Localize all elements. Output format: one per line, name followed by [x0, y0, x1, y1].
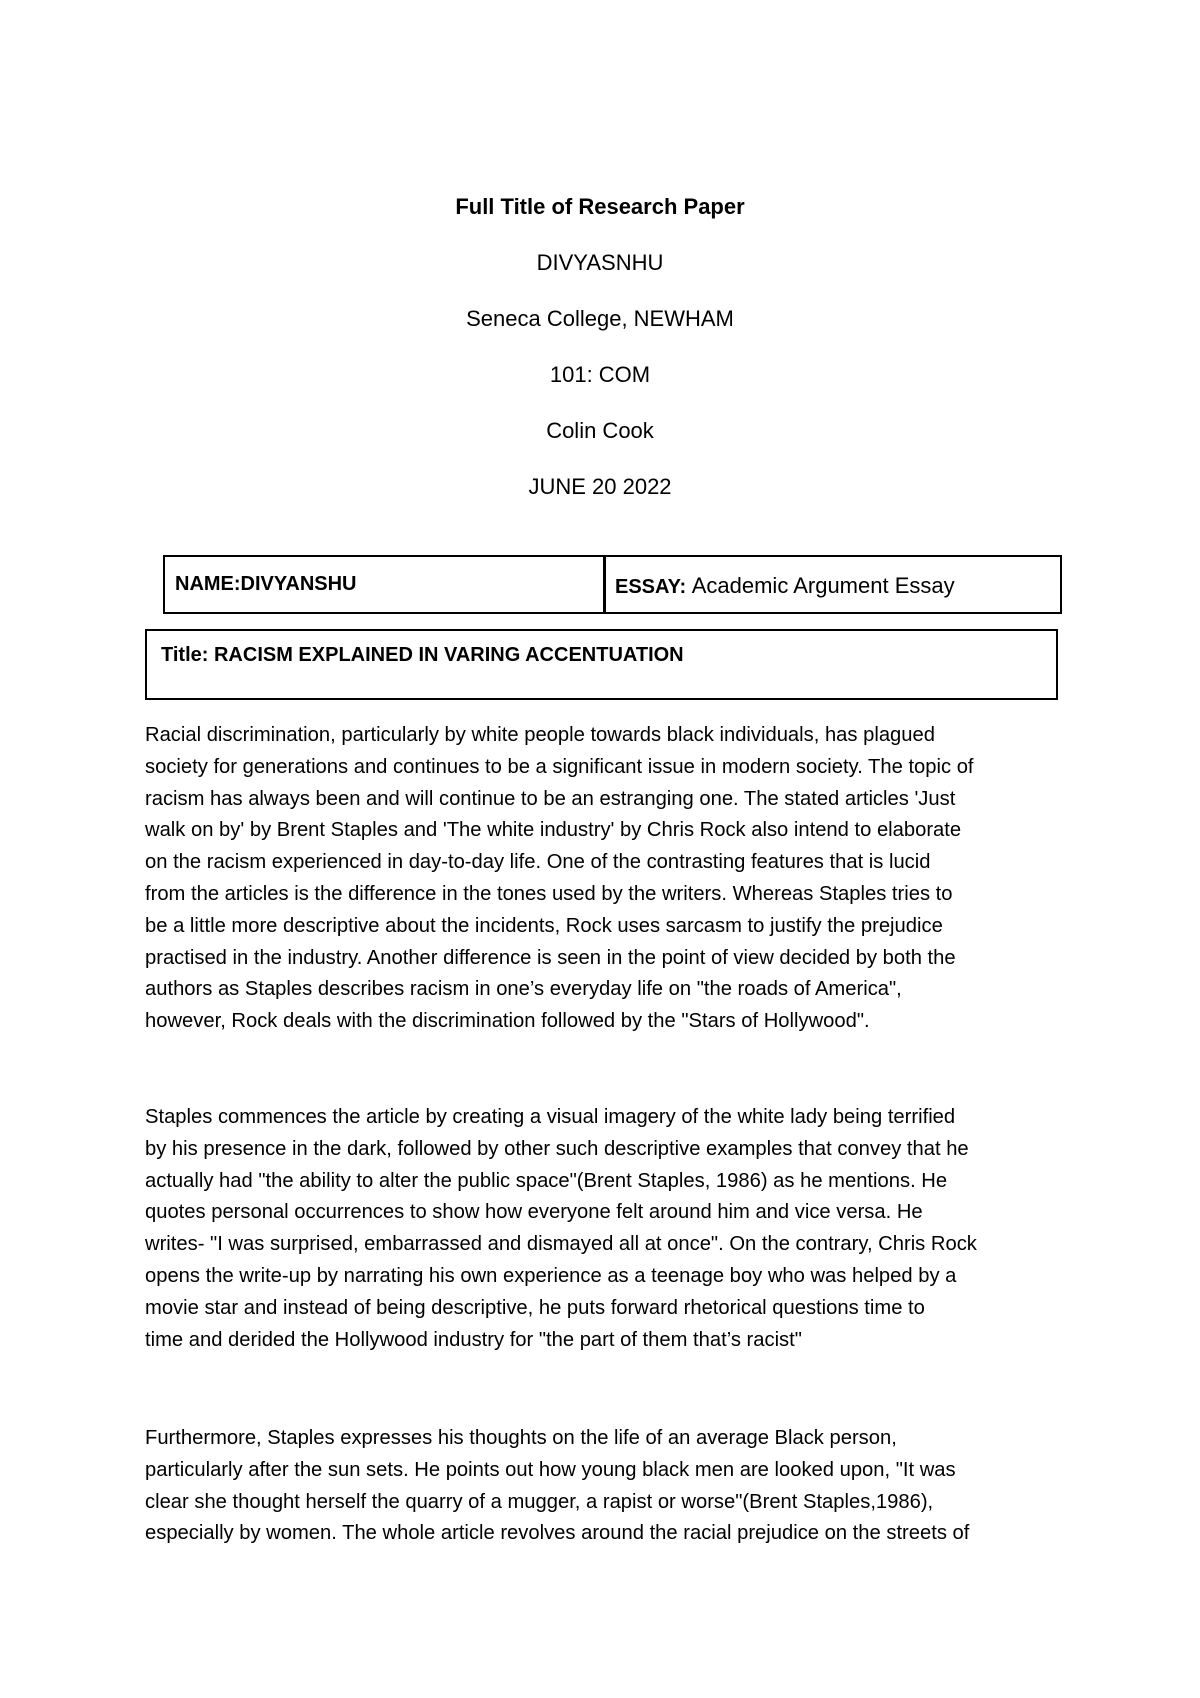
paragraph-line: walk on by' by Brent Staples and 'The white industry' by Chris Rock also intend to elaborate [145, 819, 962, 842]
essay-title-label: Title: [161, 644, 209, 666]
paragraph-3 [145, 1423, 1065, 1550]
paragraph-line: time and derided the Hollywood industry for "the part of them that’s racist" [145, 1328, 802, 1351]
submission-date: JUNE 20 2022 [528, 474, 672, 499]
name-label: NAME: [175, 573, 241, 595]
author-name: DIVYASNHU [536, 250, 664, 275]
paragraph-line: opens the write-up by narrating his own experience as a teenage boy who was helped by a [145, 1264, 957, 1287]
essay-title-cell [145, 629, 1058, 700]
paragraph-line: racism has always been and will continue to be an estranging one. The stated articles 'Just [145, 787, 956, 810]
paragraph-line: however, Rock deals with the discrimination followed by the "Stars of Hollywood". [145, 1010, 870, 1033]
paragraph-1 [145, 720, 1065, 1038]
essay-value: Academic Argument Essay [691, 573, 955, 598]
paragraph-line: Furthermore, Staples expresses his thoughts on the life of an average Black person, [145, 1427, 897, 1449]
name-cell [163, 555, 606, 614]
essay-title-value: RACISM EXPLAINED IN VARING ACCENTUATION [213, 644, 684, 666]
title-page-block [0, 193, 1200, 529]
paragraph-line: especially by women. The whole article revolves around the racial prejudice on the streets of [145, 1522, 970, 1545]
paragraph-line: writes- "I was surprised, embarrassed and dismayed all at once". On the contrary, Chris Rock [145, 1233, 977, 1256]
paragraph-line: movie star and instead of being descriptive, he puts forward rhetorical questions time to [145, 1296, 925, 1319]
course-code: 101: COM [549, 362, 651, 387]
paragraph-line: be a little more descriptive about the incidents, Rock uses sarcasm to justify the prejudice [145, 914, 943, 937]
paragraph-line: on the racism experienced in day-to-day life. One of the contrasting features that is lucid [145, 851, 931, 874]
paragraph-line: actually had "the ability to alter the public space"(Brent Staples, 1986) as he mentions. He [145, 1169, 948, 1192]
paragraph-line: clear she thought herself the quarry of a mugger, a rapist or worse"(Brent Staples,1986), [145, 1490, 934, 1513]
institution: Seneca College, NEWHAM [466, 306, 734, 331]
paragraph-2 [145, 1102, 1065, 1356]
paragraph-line: Staples commences the article by creating a visual imagery of the white lady being terrified [145, 1106, 956, 1128]
paper-title: Full Title of Research Paper [455, 194, 745, 219]
paragraph-line: quotes personal occurrences to show how everyone felt around him and vice versa. He [145, 1201, 923, 1224]
paragraph-line: by his presence in the dark, followed by other such descriptive examples that convey that he [145, 1137, 969, 1160]
paragraph-line: Racial discrimination, particularly by white people towards black individuals, has plagued [145, 724, 935, 746]
paragraph-line: practised in the industry. Another difference is seen in the point of view decided by both the [145, 946, 956, 969]
paragraph-line: authors as Staples describes racism in one’s everyday life on "the roads of America", [145, 978, 902, 1001]
paragraph-line: from the articles is the difference in the tones used by the writers. Whereas Staples tries to [145, 882, 953, 905]
instructor-name: Colin Cook [546, 418, 654, 443]
essay-label: ESSAY: [615, 576, 687, 598]
paragraph-line: particularly after the sun sets. He points out how young black men are looked upon, "It was [145, 1458, 956, 1481]
essay-cell [603, 555, 1062, 614]
name-value: DIVYANSHU [240, 573, 357, 595]
paragraph-line: society for generations and continues to be a significant issue in modern society. The topic of [145, 755, 974, 778]
